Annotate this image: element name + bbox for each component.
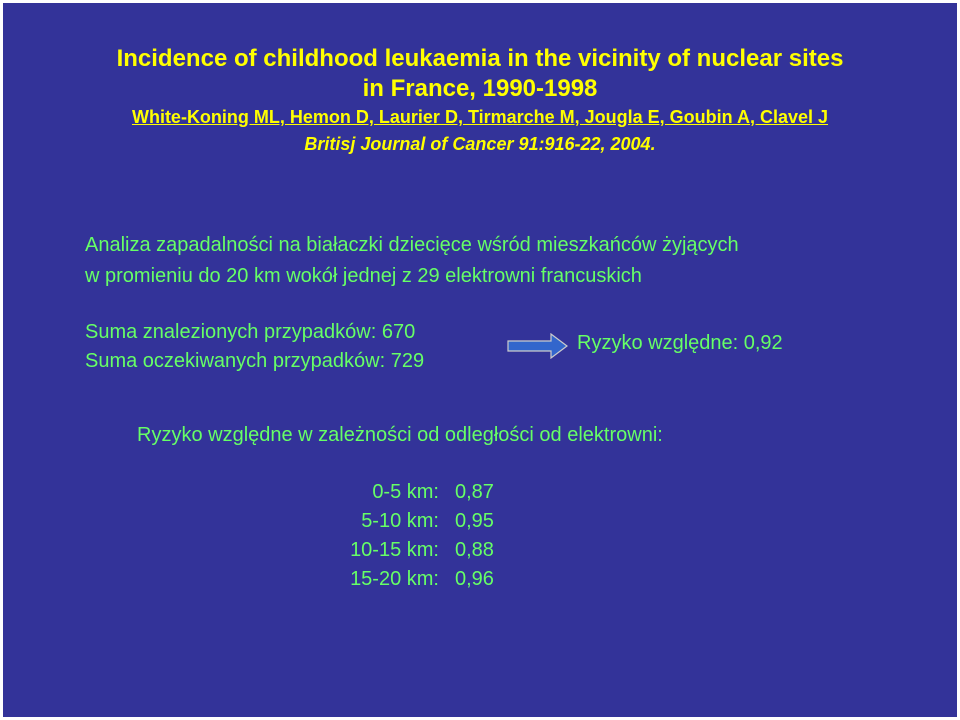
slide — [3, 3, 957, 717]
cases-found: Suma znalezionych przypadków: 670 — [85, 321, 416, 343]
cases-expected: Suma oczekiwanych przypadków: 729 — [85, 350, 425, 372]
distance-value: 0,87 — [455, 481, 494, 503]
title-line-1: Incidence of childhood leukaemia in the vicinity of nuclear sites — [116, 45, 844, 72]
journal-citation: Britisj Journal of Cancer 91:916-22, 2004. — [304, 134, 656, 154]
distance-range: 15-20 km: — [350, 568, 439, 590]
distance-range: 10-15 km: — [350, 539, 439, 561]
analysis-line-1: Analiza zapadalności na białaczki dziecięce wśród mieszkańców żyjących — [85, 234, 739, 256]
distance-heading: Ryzyko względne w zależności od odległości od elektrowni: — [137, 424, 663, 446]
distance-value: 0,95 — [455, 510, 494, 532]
distance-range: 5-10 km: — [361, 510, 439, 532]
distance-range: 0-5 km: — [372, 481, 439, 503]
relative-risk-overall: Ryzyko względne: 0,92 — [577, 332, 783, 354]
analysis-line-2: w promieniu do 20 km wokół jednej z 29 elektrowni francuskich — [85, 265, 642, 287]
title-line-2: in France, 1990-1998 — [362, 75, 598, 102]
distance-value: 0,96 — [455, 568, 494, 590]
distance-value: 0,88 — [455, 539, 494, 561]
arrow-right-icon — [507, 333, 569, 359]
authors-link[interactable]: White-Koning ML, Hemon D, Laurier D, Tirmarche M, Jougla E, Goubin A, Clavel J — [131, 107, 829, 127]
